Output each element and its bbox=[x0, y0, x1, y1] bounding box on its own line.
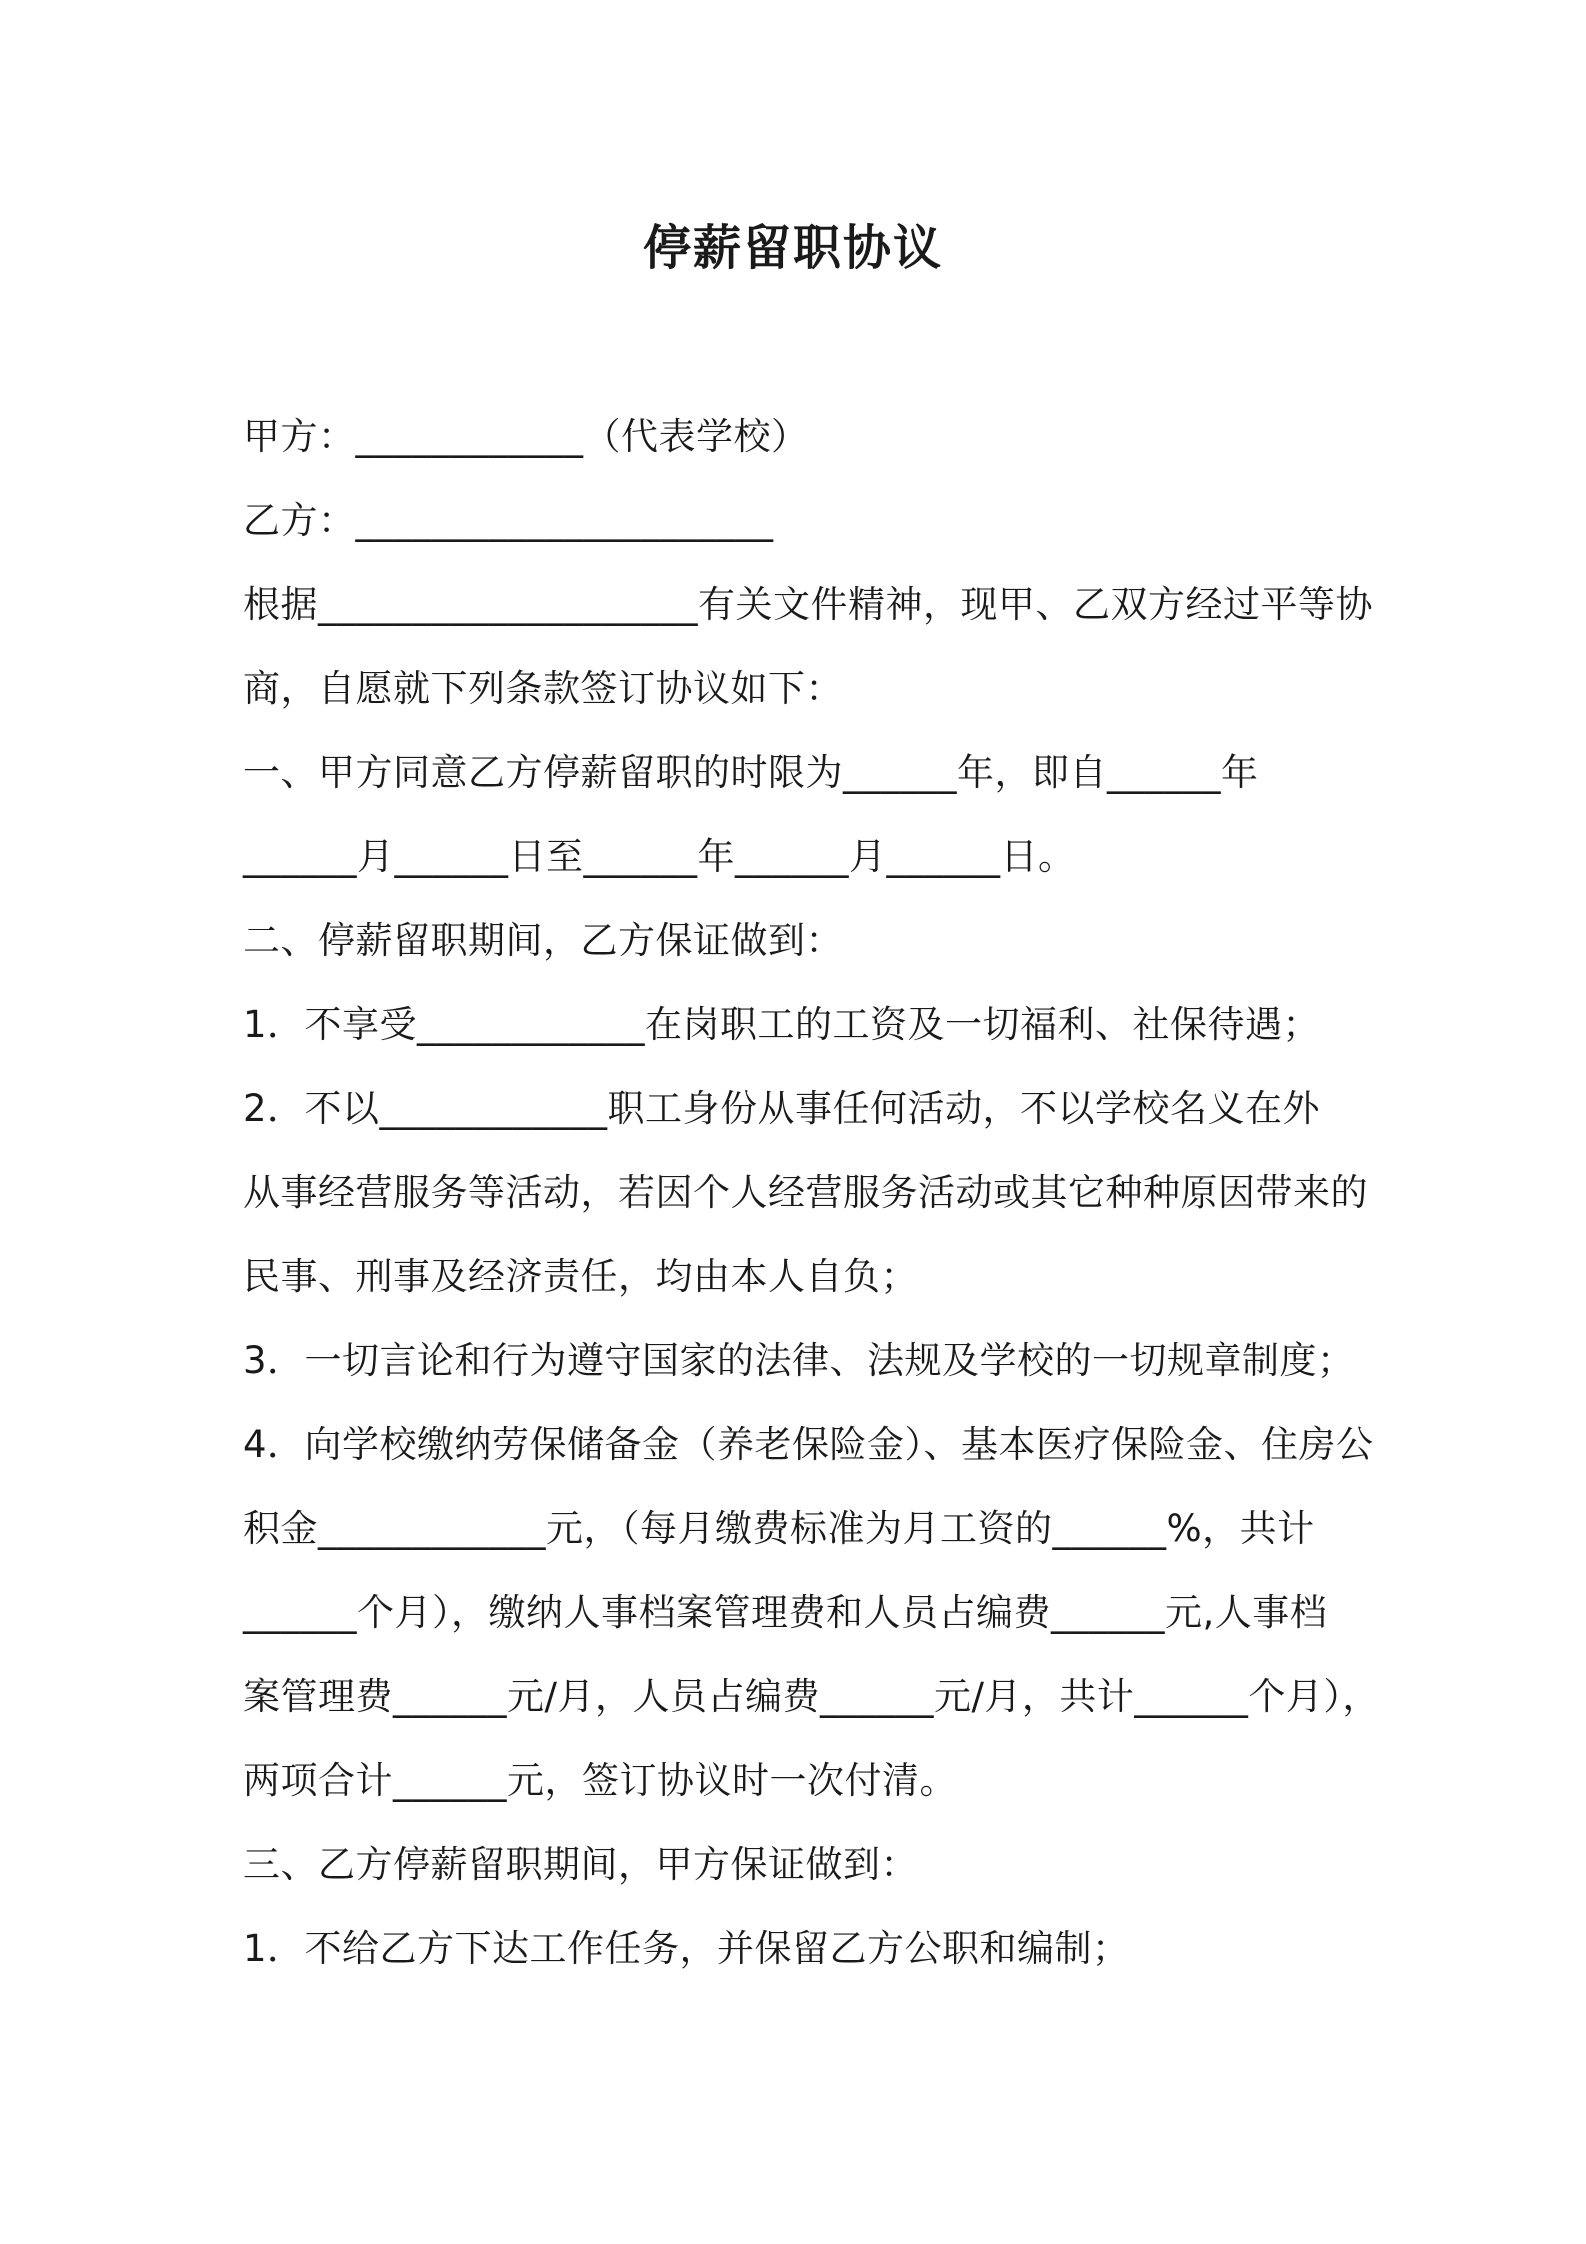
clause-2-item-4-line-4: 案管理费______元/月，人员占编费______元/月，共计______个月）， bbox=[243, 1675, 1380, 1718]
document-title: 停薪留职协议 bbox=[642, 220, 943, 276]
clause-2-item-2-line-2: 从事经营服务等活动，若因个人经营服务活动或其它种种原因带来的 bbox=[243, 1171, 1368, 1214]
clause-2-item-4-line-2: 积金____________元，（每月缴费标准为月工资的______%，共计 bbox=[243, 1507, 1315, 1550]
clause-1-line-1: 一、甲方同意乙方停薪留职的时限为______年，即自______年 bbox=[243, 751, 1259, 794]
party-a-line: 甲方：____________（代表学校） bbox=[243, 415, 809, 458]
clause-2-item-2-line-1: 2．不以____________职工身份从事任何活动，不以学校名义在外 bbox=[243, 1087, 1321, 1130]
clause-3-heading: 三、乙方停薪留职期间，甲方保证做到： bbox=[243, 1843, 918, 1886]
clause-2-item-1: 1．不享受____________在岗职工的工资及一切福利、社保待遇； bbox=[243, 1003, 1321, 1046]
clause-2-heading: 二、停薪留职期间，乙方保证做到： bbox=[243, 919, 843, 962]
party-b-line: 乙方：______________________ bbox=[243, 499, 774, 542]
clause-3-item-1: 1．不给乙方下达工作任务，并保留乙方公职和编制； bbox=[243, 1927, 1130, 1970]
clause-2-item-4-line-1: 4．向学校缴纳劳保储备金（养老保险金）、基本医疗保险金、住房公 bbox=[243, 1423, 1374, 1466]
clause-2-item-2-line-3: 民事、刑事及经济责任，均由本人自负； bbox=[243, 1255, 918, 1298]
clause-1-line-2: ______月______日至______年______月______日。 bbox=[243, 835, 1076, 878]
clause-2-item-4-line-3: ______个月），缴纳人事档案管理费和人员占编费______元,人事档 bbox=[243, 1591, 1328, 1634]
clause-2-item-4-line-5: 两项合计______元，签订协议时一次付清。 bbox=[243, 1759, 957, 1802]
preamble-line-1: 根据____________________有关文件精神，现甲、乙双方经过平等协 bbox=[243, 583, 1373, 626]
clause-2-item-3: 3．一切言论和行为遵守国家的法律、法规及学校的一切规章制度； bbox=[243, 1339, 1355, 1382]
preamble-line-2: 商，自愿就下列条款签订协议如下： bbox=[243, 667, 843, 710]
document-body bbox=[243, 405, 1380, 2001]
